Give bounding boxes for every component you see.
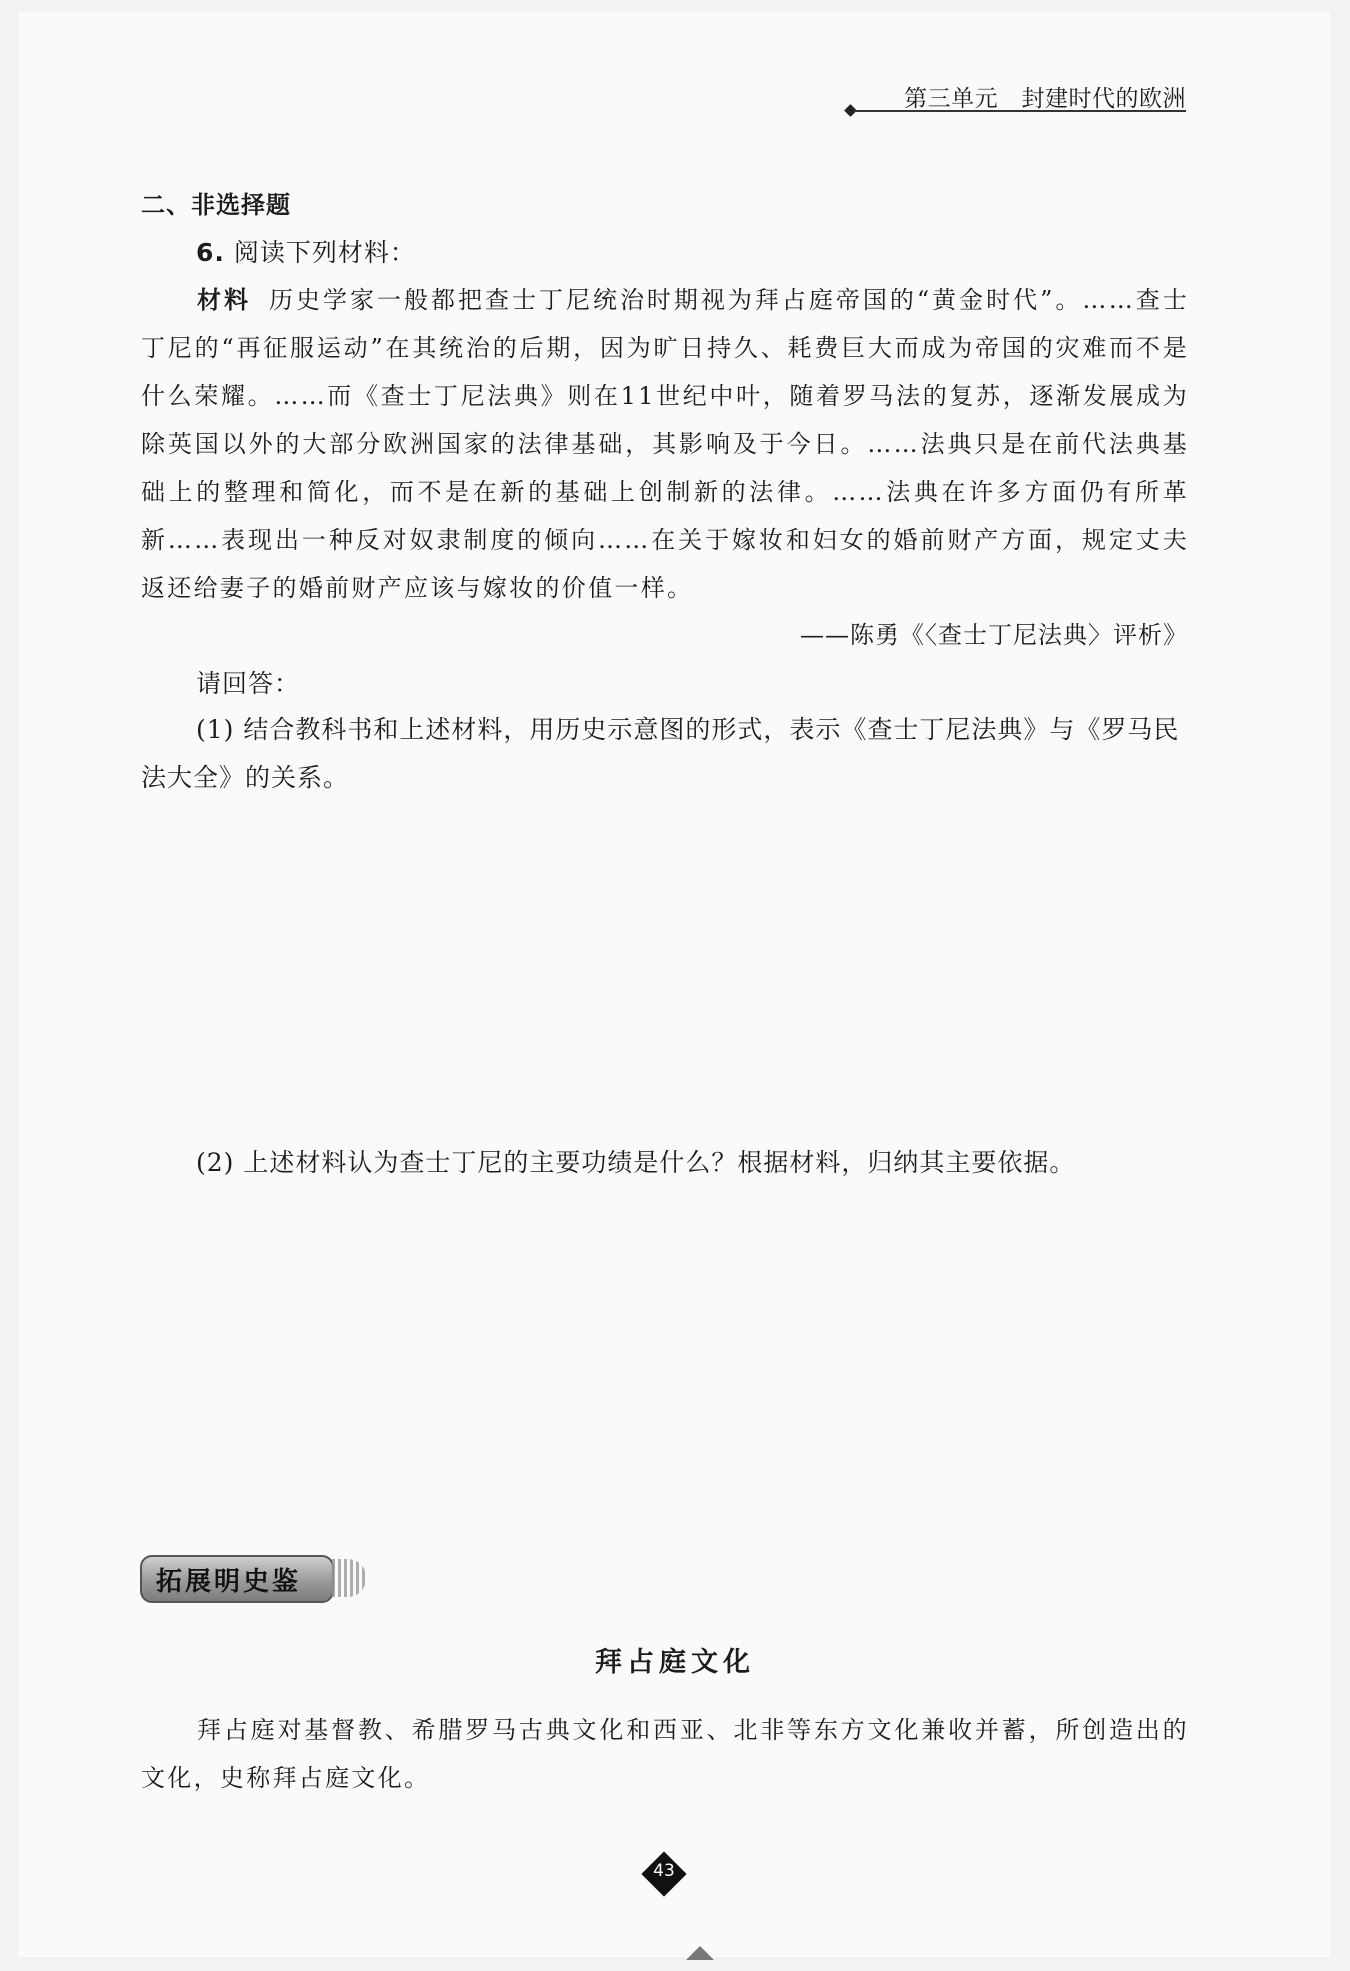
unit-title: 第三单元 封建时代的欧洲 xyxy=(904,86,1186,112)
page-number: 43 xyxy=(653,1861,675,1881)
material-paragraph xyxy=(141,276,1189,612)
extension-body: 拜占庭对基督教、希腊罗马古典文化和西亚、北非等东方文化兼收并蓄，所创造出的文化，史称拜占庭文化。 xyxy=(141,1716,1189,1792)
section-title: 二、非选择题 xyxy=(141,191,291,219)
page-number-badge xyxy=(642,1852,686,1896)
running-header xyxy=(846,84,1186,120)
question-prompt xyxy=(196,233,416,269)
page-edge-mark xyxy=(686,1946,714,1960)
answer-instruction: 请回答： xyxy=(196,669,301,698)
question-number: 6. xyxy=(196,238,225,267)
sub-question-1: (1) 结合教科书和上述材料，用历史示意图的形式，表示《查士丁尼法典》与《罗马民法大全》的关系。 xyxy=(141,715,1180,792)
material-label: 材料 xyxy=(197,286,251,314)
sub-question-2: (2) 上述材料认为查士丁尼的主要功绩是什么？根据材料，归纳其主要依据。 xyxy=(196,1148,1076,1177)
material-text: 历史学家一般都把查士丁尼统治时期视为拜占庭帝国的“黄金时代”。……查士丁尼的“再征服运动”在其统治的后期，因为旷日持久、耗费巨大而成为帝国的灾难而不是什么荣耀。……而《查士丁尼法典》则在11世纪中叶，随着罗马法的复苏，逐渐发展成为除英国以外的大部分欧洲国家的法律基础，其影响及于今日。……法典只是在前代法典基础上的整理和简化，而不是在新的基础上创制新的法律。……法典在许多方面仍有所革新……表现出一种反对奴隶制度的倾向……在关于嫁妆和妇女的婚前财产方面，规定丈夫返还给妻子的婚前财产应该与嫁妆的价值一样。 xyxy=(141,286,1189,602)
extension-banner xyxy=(140,1555,366,1603)
extension-title: 拜占庭文化 xyxy=(595,1647,755,1678)
banner-stripes xyxy=(332,1559,366,1597)
material-source: ——陈勇《〈查士丁尼法典〉评析》 xyxy=(800,621,1188,649)
question-prompt-text: 阅读下列材料： xyxy=(233,238,416,267)
banner-label: 拓展明史鉴 xyxy=(156,1567,302,1597)
